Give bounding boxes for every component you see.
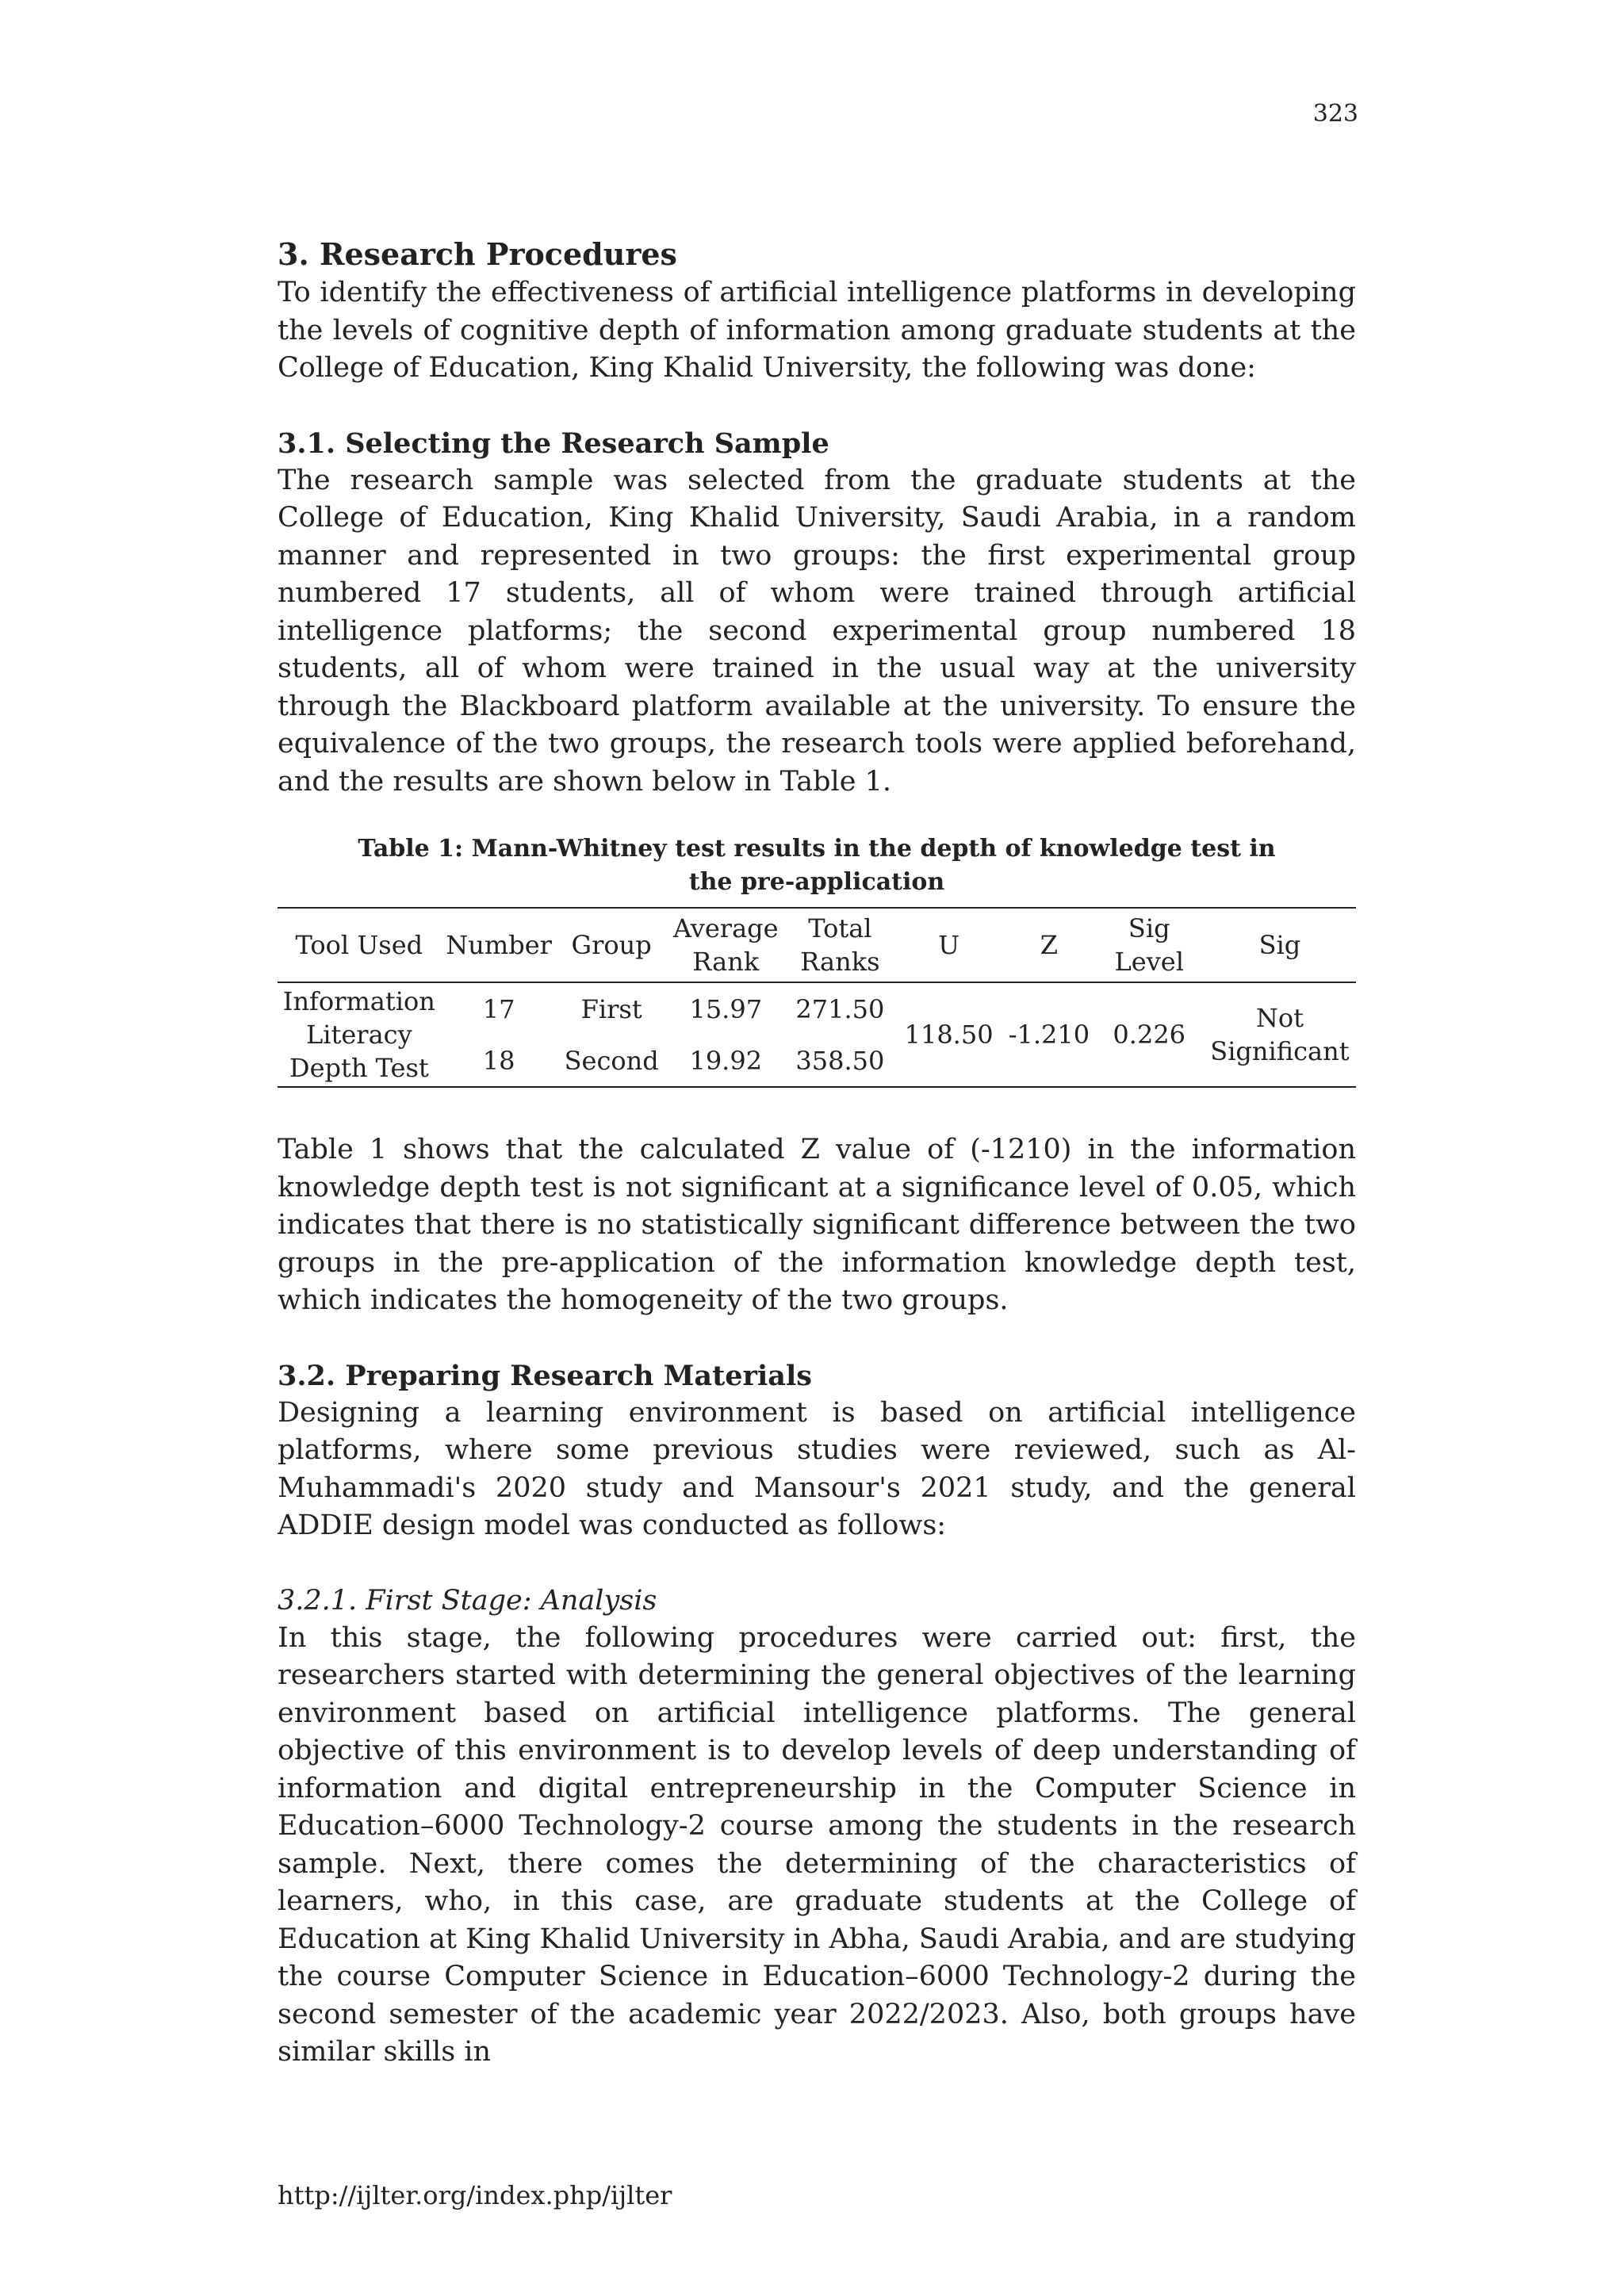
results-table <box>278 907 1356 1088</box>
section-heading: 3. Research Procedures <box>278 236 677 272</box>
page-content <box>278 235 1356 2072</box>
header-sig-level: Sig Level <box>1095 908 1204 982</box>
header-total-ranks: Total Ranks <box>786 908 894 982</box>
paragraph-materials: Designing a learning environment is based on artificial intelligence platforms, where some previous studies were reviewed, such as Al-Muhammadi's 2020 study and Mansour's 2021 study, and the general ADDIE design model was conducted as follows: <box>278 1396 1356 1541</box>
page-number: 323 <box>1312 100 1358 128</box>
paragraph-sample: The research sample was selected from the graduate students at the College of Education, King Khalid University, Saudi Arabia, in a random manner and represented in two groups: the first experimental group numbered 17 students, all of whom were trained through artificial intelligence platforms; the second experimental group numbered 18 students, all of whom were trained in the usual way at the university through the Blackboard platform available at the university. To ensure the equivalence of the two groups, the research tools were applied beforehand, and the results are shown below in Table 1. <box>278 464 1356 798</box>
table-header-row <box>278 908 1356 982</box>
cell-group: Second <box>564 1045 659 1076</box>
paragraph-analysis: In this stage, the following procedures were carried out: first, the researchers started with determining the general objectives of the learning environment based on artificial intelligence platforms. The general objective of this environment is to develop levels of deep understanding of information and digital entrepreneurship in the Computer Science in Education–6000 Technology-2 course among the students in the research sample. Next, there comes the determining of the characteristics of learners, who, in this case, are graduate students at the College of Education at King Khalid University in Abha, Saudi Arabia, and are studying the course Computer Science in Education–6000 Technology-2 during the second semester of the academic year 2022/2023. Also, both groups have similar skills in <box>278 1621 1356 2068</box>
header-z: Z <box>1003 908 1094 982</box>
footer-url: http://ijlter.org/index.php/ijlter <box>278 2180 672 2210</box>
cell-number: 18 <box>482 1045 515 1076</box>
table-row <box>278 982 1356 1035</box>
section-intro: To identify the effectiveness of artificial intelligence platforms in developing the levels of cognitive depth of information among graduate students at the College of Education, King Khalid University, the following was done: <box>278 277 1356 384</box>
header-group: Group <box>557 908 666 982</box>
subsection-heading-sample: 3.1. Selecting the Research Sample <box>278 427 829 460</box>
cell-average-rank: 19.92 <box>689 1045 763 1076</box>
cell-group: First <box>580 993 642 1024</box>
header-average-rank: Average Rank <box>666 908 786 982</box>
cell-tool: Information Literacy Depth Test <box>282 986 435 1083</box>
cell-sig: Not Significant <box>1210 1003 1350 1066</box>
header-tool: Tool Used <box>278 908 441 982</box>
cell-total-ranks: 271.50 <box>795 993 885 1024</box>
cell-sig-level: 0.226 <box>1113 1020 1186 1050</box>
header-number: Number <box>441 908 557 982</box>
subsection-heading-materials: 3.2. Preparing Research Materials <box>278 1359 812 1392</box>
header-sig: Sig <box>1204 908 1356 982</box>
cell-z: -1.210 <box>1008 1020 1090 1050</box>
table-discussion: Table 1 shows that the calculated Z value of (-1210) in the information knowledge depth test is not significant at a significance level of 0.05, which indicates that there is no statistically significant difference between the two groups in the pre-application of the information knowledge depth test, which indicates the homogeneity of the two groups. <box>278 1134 1356 1316</box>
cell-u: 118.50 <box>904 1020 994 1050</box>
table-caption: Table 1: Mann-Whitney test results in the depth of knowledge test in the pre-application <box>358 835 1276 896</box>
header-u: U <box>894 908 1003 982</box>
cell-number: 17 <box>482 993 515 1024</box>
subsubsection-heading-analysis: 3.2.1. First Stage: Analysis <box>278 1584 657 1617</box>
cell-total-ranks: 358.50 <box>795 1045 885 1076</box>
cell-average-rank: 15.97 <box>689 993 763 1024</box>
